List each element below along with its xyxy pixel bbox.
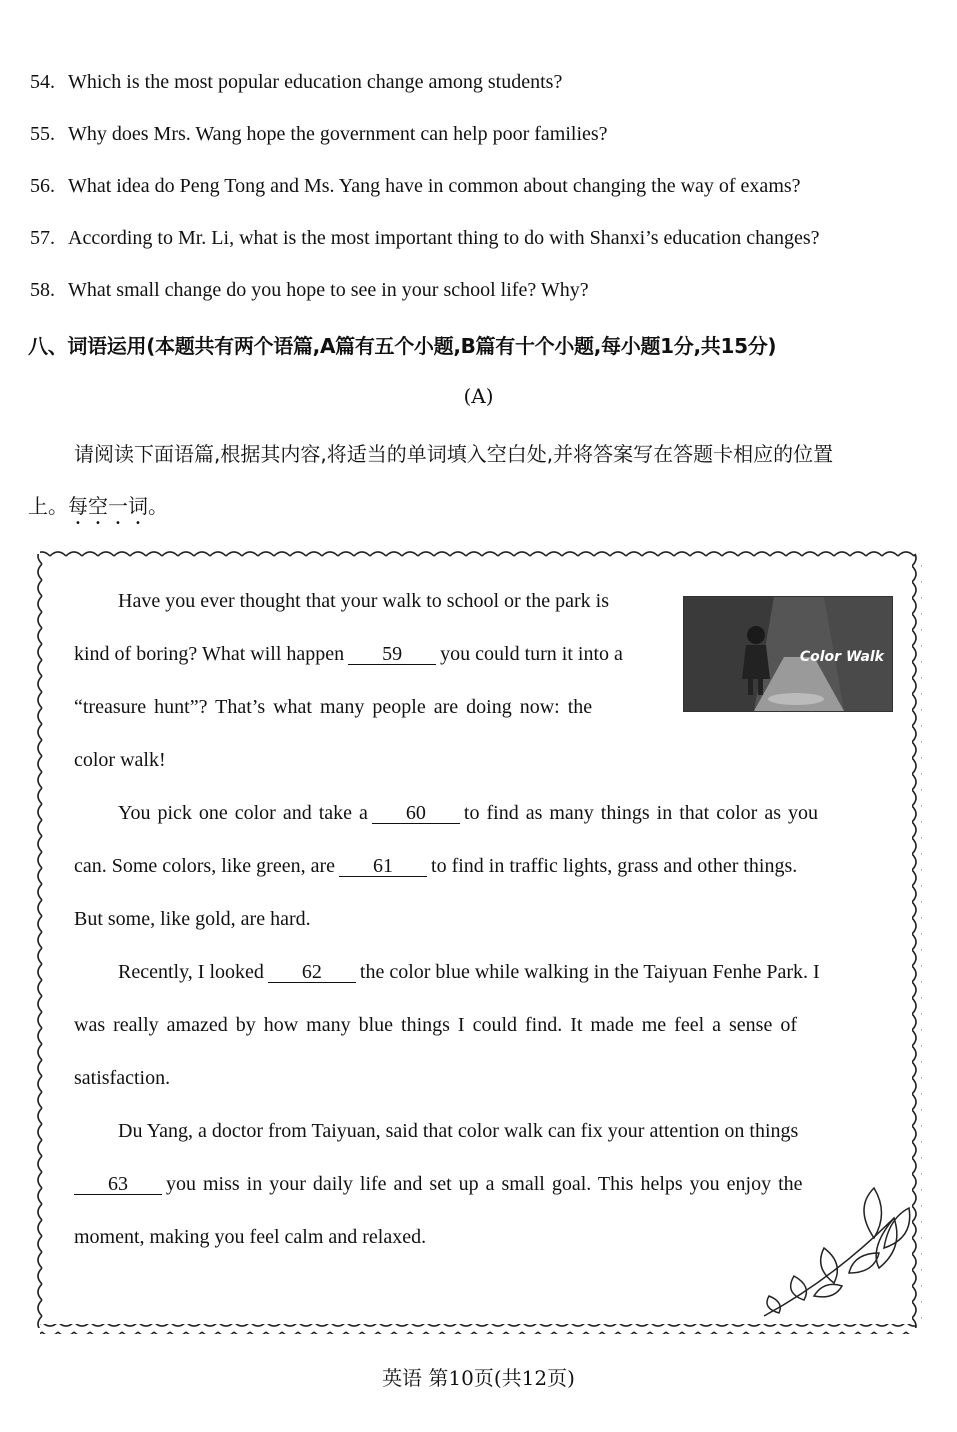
passage-text: to find in traffic lights, grass and other things. [431, 855, 798, 877]
leaf-ornament-icon [764, 1188, 910, 1316]
instruction-line-2 [28, 490, 168, 529]
question-number: 54. [30, 71, 55, 93]
question-text: What small change do you hope to see in your school life? Why? [68, 279, 589, 301]
question-number: 57. [30, 227, 55, 249]
passage-line [118, 802, 818, 825]
passage-line: “treasure hunt”? That’s what many people are doing now: the [74, 696, 593, 718]
instruction-emphasis: 每空一词 [68, 494, 148, 518]
passage-line: satisfaction. [74, 1067, 171, 1089]
question-number: 58. [30, 279, 55, 301]
question-text: What idea do Peng Tong and Ms. Yang have in common about changing the way of exams? [68, 175, 801, 197]
passage-line [74, 855, 797, 878]
question-number: 55. [30, 123, 55, 145]
section-heading: 八、词语运用(本题共有两个语篇,A篇有五个小题,B篇有十个小题,每小题1分,共15分) [28, 334, 777, 358]
question-number: 56. [30, 175, 55, 197]
question-57 [30, 226, 820, 250]
passage-line: color walk! [74, 749, 166, 771]
passage-text: Recently, I looked [118, 961, 264, 983]
blank-61[interactable]: 61 [339, 856, 427, 877]
passage-text: you miss in your daily life and set up a small goal. This helps you enjoy the [166, 1173, 803, 1195]
question-text: Why does Mrs. Wang hope the government can help poor families? [68, 123, 608, 145]
passage-line: But some, like gold, are hard. [74, 908, 311, 930]
instruction-text: 上。 [28, 494, 68, 518]
blank-60[interactable]: 60 [372, 803, 460, 824]
part-label: (A) [463, 384, 494, 408]
passage-line: Du Yang, a doctor from Taiyuan, said that color walk can fix your attention on things [118, 1120, 799, 1142]
passage-text: to find as many things in that color as you [463, 802, 818, 824]
page-footer: 英语 第10页(共12页) [382, 1366, 575, 1390]
passage-text: the color blue while walking in the Taiyuan Fenhe Park. I [359, 961, 820, 983]
question-55 [30, 122, 608, 146]
passage-line [74, 1173, 803, 1196]
photo-caption: Color Walk [799, 649, 884, 665]
blank-63[interactable]: 63 [74, 1174, 162, 1195]
passage-line: moment, making you feel calm and relaxed. [74, 1226, 427, 1248]
question-text: Which is the most popular education change among students? [68, 71, 563, 93]
passage-text: can. Some colors, like green, are [74, 855, 336, 877]
color-walk-photo [683, 596, 893, 712]
instruction-line-1: 请阅读下面语篇,根据其内容,将适当的单词填入空白处,并将答案写在答题卡相应的位置 [74, 442, 834, 466]
passage-text: you could turn it into a [440, 643, 623, 665]
passage-line [74, 643, 623, 666]
passage-line [118, 961, 820, 984]
passage-line: Have you ever thought that your walk to school or the park is [118, 590, 609, 612]
question-54 [30, 70, 562, 94]
question-58 [30, 278, 589, 302]
blank-62[interactable]: 62 [268, 962, 356, 983]
blank-59[interactable]: 59 [348, 644, 436, 665]
question-56 [30, 174, 801, 198]
passage-line: was really amazed by how many blue things I could find. It made me feel a sense of [74, 1014, 798, 1036]
instruction-text: 。 [148, 494, 168, 518]
passage-text: kind of boring? What will happen [74, 643, 345, 665]
passage-text: You pick one color and take a [118, 802, 368, 824]
question-text: According to Mr. Li, what is the most important thing to do with Shanxi’s education changes? [68, 227, 820, 249]
